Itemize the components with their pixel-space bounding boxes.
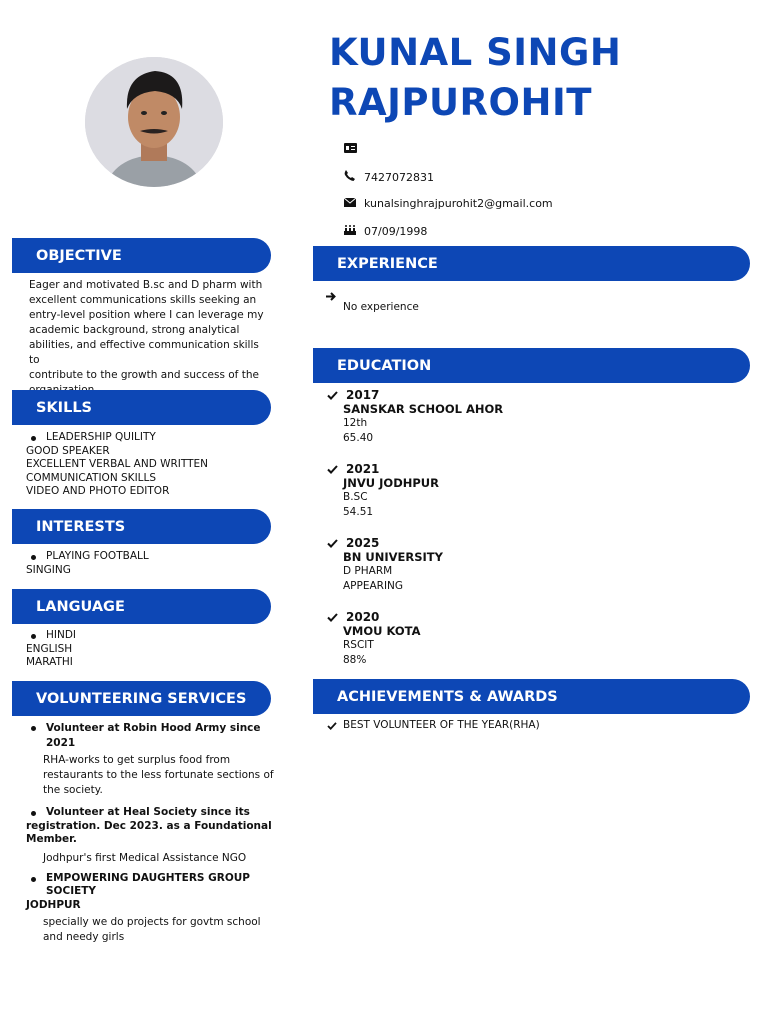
skill-item: GOOD SPEAKER [26, 444, 110, 457]
education-item [327, 610, 421, 668]
skill-item: LEADERSHIP QUILITY [46, 431, 156, 443]
objective-line: abilities, and effective communication skills to [29, 339, 259, 366]
volunteer-desc-line: Jodhpur's first Medical Assistance NGO [43, 851, 247, 864]
education-year [327, 388, 503, 402]
education-header [313, 348, 750, 383]
volunteering-list [26, 721, 286, 945]
objective-line: academic background, strong analytical [29, 324, 240, 336]
id-row [344, 143, 364, 156]
objective-text [29, 278, 269, 398]
volunteer-desc [43, 851, 286, 866]
check-icon [327, 722, 337, 730]
bullet-icon [31, 877, 36, 882]
candidate-name [329, 28, 759, 128]
interest-item: SINGING [26, 563, 71, 576]
profile-photo [85, 57, 223, 187]
bullet-icon [31, 726, 36, 731]
education-score: 54.51 [343, 506, 374, 518]
bullet-icon [31, 555, 36, 560]
email-row [344, 197, 553, 210]
objective-header [12, 238, 271, 273]
skill-item: COMMUNICATION SKILLS [26, 471, 157, 484]
list-item [26, 629, 266, 643]
education-school: JNVU JODHPUR [343, 476, 439, 490]
volunteer-heading [26, 721, 286, 751]
language-item: HINDI [46, 629, 77, 641]
volunteer-desc [43, 915, 286, 945]
bullet-icon [31, 436, 36, 441]
phone-number: 7427072831 [364, 170, 434, 184]
volunteering-title: VOLUNTEERING SERVICES [36, 690, 247, 707]
education-school: SANSKAR SCHOOL AHOR [343, 402, 504, 416]
objective-line: contribute to the growth and success of the [29, 369, 259, 381]
education-item [327, 536, 443, 594]
achievement-text: BEST VOLUNTEER OF THE YEAR(RHA) [343, 719, 540, 731]
language-item: ENGLISH [26, 642, 73, 655]
volunteer-desc-line: the society. [43, 784, 103, 796]
language-list [26, 629, 266, 670]
volunteer-heading [26, 872, 286, 913]
objective-line: entry-level position where I can leverage my [29, 309, 264, 321]
skill-item: VIDEO AND PHOTO EDITOR [26, 485, 170, 497]
list-item [26, 721, 286, 798]
achievement-item [327, 718, 540, 733]
profile-photo-image [85, 57, 223, 187]
volunteer-desc-line: specially we do projects for govtm school [43, 916, 261, 928]
experience-title: EXPERIENCE [337, 255, 438, 272]
volunteer-desc-line: RHA-works to get surplus food from [43, 754, 231, 766]
skill-item: EXCELLENT VERBAL AND WRITTEN [26, 458, 209, 470]
arrow-right-icon [326, 287, 337, 306]
bullet-icon [31, 634, 36, 639]
list-item [26, 872, 286, 946]
education-year [327, 610, 421, 624]
volunteer-heading-line: Volunteer at Robin Hood Army since 2021 [46, 722, 261, 749]
check-icon [327, 391, 338, 400]
education-year [327, 462, 439, 476]
education-school: VMOU KOTA [343, 624, 421, 638]
objective-line: Eager and motivated B.sc and D pharm with [29, 279, 263, 291]
id-card-icon [344, 143, 358, 156]
volunteer-heading-line: Member. [26, 833, 77, 845]
education-degree: B.SC [343, 491, 368, 503]
check-icon [327, 465, 338, 474]
education-item [327, 462, 439, 520]
year-text: 2025 [346, 536, 380, 550]
interests-header [12, 509, 271, 544]
year-text: 2017 [346, 388, 380, 402]
year-text: 2021 [346, 462, 380, 476]
volunteer-heading-line: JODHPUR [26, 898, 81, 911]
language-item: MARATHI [26, 656, 73, 668]
language-title: LANGUAGE [36, 598, 125, 615]
experience-header [313, 246, 750, 281]
education-degree: D PHARM [343, 565, 393, 577]
date-of-birth: 07/09/1998 [364, 224, 428, 238]
volunteer-heading [26, 806, 286, 847]
volunteer-heading-line: registration. Dec 2023. as a Foundational [26, 819, 272, 832]
education-year [327, 536, 443, 550]
experience-text: No experience [343, 301, 419, 313]
skills-header [12, 390, 271, 425]
phone-icon [344, 170, 358, 184]
education-title: EDUCATION [337, 357, 432, 374]
list-item [26, 431, 266, 445]
education-school: BN UNIVERSITY [343, 550, 443, 564]
phone-row [344, 170, 434, 184]
volunteer-desc-line: restaurants to the less fortunate sections of [43, 769, 274, 781]
check-icon [327, 613, 338, 622]
education-score: 65.40 [343, 432, 374, 444]
education-item [327, 388, 503, 446]
language-header [12, 589, 271, 624]
education-score: APPEARING [343, 580, 404, 592]
year-text: 2020 [346, 610, 380, 624]
volunteering-header [12, 681, 271, 716]
education-degree: 12th [343, 417, 368, 429]
interest-item: PLAYING FOOTBALL [46, 550, 149, 562]
name-line-1: KUNAL SINGH [329, 31, 622, 74]
objective-line: excellent communications skills seeking an [29, 294, 257, 306]
dob-row [344, 224, 427, 238]
email-address: kunalsinghrajpurohit2@gmail.com [364, 197, 553, 210]
education-degree: RSCIT [343, 639, 374, 651]
list-item [26, 550, 266, 564]
skills-list [26, 431, 266, 499]
bullet-icon [31, 811, 36, 816]
envelope-icon [344, 197, 358, 210]
volunteer-heading-line: Volunteer at Heal Society since its [46, 806, 250, 818]
interests-title: INTERESTS [36, 518, 126, 535]
skills-title: SKILLS [36, 399, 92, 416]
objective-title: OBJECTIVE [36, 247, 122, 264]
volunteer-heading-line: EMPOWERING DAUGHTERS GROUP SOCIETY [46, 871, 250, 897]
list-item [26, 806, 286, 866]
check-icon [327, 539, 338, 548]
achievements-header [313, 679, 750, 714]
name-line-2: RAJPUROHIT [329, 81, 592, 124]
interests-list [26, 550, 266, 577]
volunteer-desc [43, 753, 286, 798]
volunteer-desc-line: and needy girls [43, 931, 125, 943]
achievements-title: ACHIEVEMENTS & AWARDS [337, 688, 558, 705]
education-score: 88% [343, 654, 367, 666]
birthday-cake-icon [344, 224, 358, 238]
